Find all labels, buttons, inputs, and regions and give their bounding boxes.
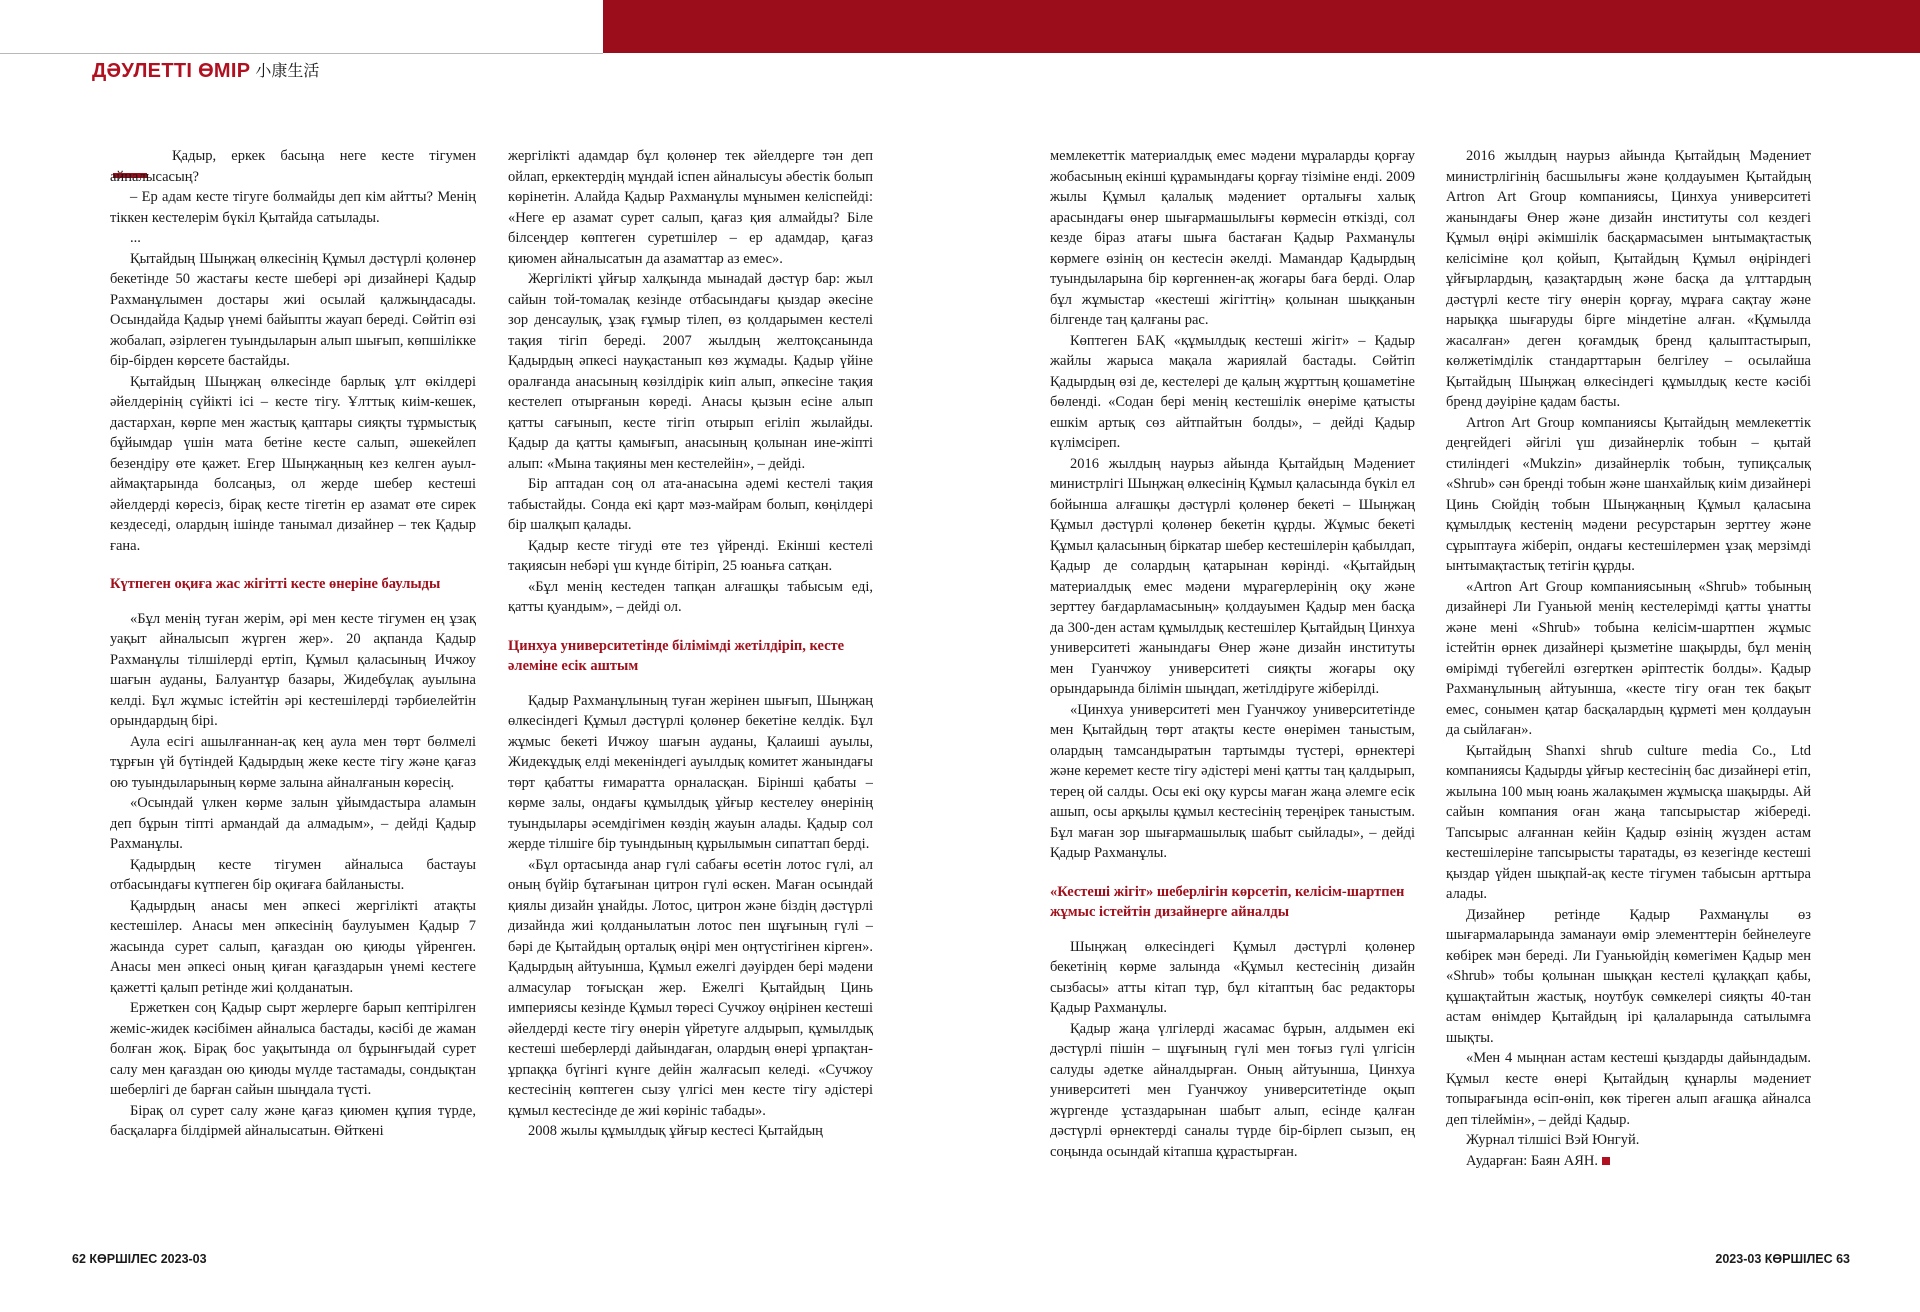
section-title-cn: 小康生活 bbox=[255, 63, 320, 80]
paragraph: Бір аптадан соң ол ата-анасына әдемі кестелі тақия табыстайды. Сонда екі қарт мәз-майрам болып, көңілдері бір шалқып қалады. bbox=[508, 476, 873, 533]
paragraph: Ержеткен соң Қадыр сырт жерлерге барып кептірілген жеміс-жидек кәсібімен айналыса бастады, кәсібі де жаман болған жоқ. Бірақ бос уақытында ол бұрынғыдай сурет салу мен қағаздан ою қиюды мүлде тастамады, сондықтан шеберлігі де барған сайын шыңдала түсті. bbox=[110, 1000, 476, 1098]
footer-page-left: 62 КӨРШІЛЕС 2023-03 bbox=[72, 1252, 207, 1266]
text-column-4 bbox=[1446, 146, 1811, 1246]
translator-text: Аударған: Баян АЯН. bbox=[1466, 1152, 1599, 1169]
paragraph: 2016 жылдың наурыз айында Қытайдың Мәдениет министрлігі Шыңжаң өлкесінің Құмыл қаласында бүкіл ел бойынша алғашқы дәстүрлі қолөнер бекеті – Шыңжаң Құмыл дәстүрлі қолөнер бекетін құрды. Жұмыс бекеті Құмыл қаласының біркатар шебер кестешілерін қабылдап, Қадыр де солардың қатарынан көрінді. «Қытайдың материалдық емес мәдени мұрагерлерінің оқу және зерттеу бағдарламасының» қолдауымен Қадыр мен басқа да 300-ден астам құмылдық кестешілер Қытайдың Цинхуа университеті жанындағы Өнер және дизайн институты мен Гуанчжоу университеті сияқты жоғары оқу орындарында білімін шыңдап, жетілдіруге жіберілді. bbox=[1050, 455, 1415, 697]
subheading: Күтпеген оқиға жас жігітті кесте өнеріне баулыды bbox=[110, 576, 441, 592]
paragraph: 2008 жылы құмылдық ұйғыр кестесі Қытайдың bbox=[528, 1123, 823, 1139]
paragraph: Қадыр кесте тігуді өте тез үйренді. Екінші кестелі тақиясын небәрі үш күнде бітіріп, 25 юаньға сатқан. bbox=[508, 537, 873, 574]
text-column-3 bbox=[1050, 146, 1415, 1246]
paragraph: ... bbox=[130, 230, 141, 246]
paragraph: Қадырдың анасы мен әпкесі жергілікті атақты кестешілер. Анасы мен әпкесінің баулуымен Қадыр 7 жасында сурет салып, қағаздан ою қиюды үйренген. Анасы мен әпкесі оның қиған қағаздарын үнемі кестеге қажетті қалып ретінде жиі қолданатын. bbox=[110, 897, 476, 996]
paragraph: 2016 жылдың наурыз айында Қытайдың Мәдениет министрлігінің басшылығы және қолдауымен Қытайдың Artron Art Group компаниясы, Цинхуа университеті жанындағы Өнер және дизайн институты сол кездегі Құмыл өңірі әкімшілік басқармасымен ынтымақтастық келісіміне қол қойып, Қытайдың Құмыл өңіріндегі ұйғырлардың, қазақтардың және басқа да ұлттардың дәстүрлі кесте тігу өнерін қорғау, мұраға сақтау және нарыққа шығаруды бірге міндетіне алған. «Құмылда жасалған» деген қоғамдық бренд қалыптастырып, көлжетімділік стандарттарын белгілеу – осылайша Қытайдың Шыңжаң өлкесіндегі құмылдық кесте кәсібі бренд дәуіріне қадам басты. bbox=[1446, 148, 1811, 410]
translator-line bbox=[1446, 1151, 1811, 1172]
section-header bbox=[92, 58, 319, 84]
end-square-icon bbox=[1602, 1157, 1610, 1165]
paragraph: Бірақ ол сурет салу және қағаз қиюмен құпия түрде, басқаларға білдірмей айналысатын. Өйткені bbox=[110, 1102, 476, 1139]
paragraph: «Бұл менің кестеден тапқан алғашқы табысым еді, қатты қуандым», – дейді ол. bbox=[508, 578, 873, 615]
paragraph: «Осындай үлкен көрме залын ұйымдастыра аламын деп бұрын тіпті армандай да алмадым», – дейді Қадыр Рахманұлы. bbox=[110, 795, 476, 852]
paragraph: Қытайдың Шыңжаң өлкесінде барлық ұлт өкілдері әйелдерінің сүйікті ісі – кесте тігу. Ұлттық киім-кешек, дастархан, көрпе мен жастық қаптары сияқты тұрмыстық бұйымдар үшін мата бетіне кесте салып, әшекейлеп безендіру өте қажет. Егер Шыңжаңның кез келген ауыл-аймақтарында болсаңыз, ол жерде шебер кестеші әйелдерді көресіз, бірақ кесте тігетін ер азамат өте сирек кездеседі, олардың ішінде танымал дизайнер – тек Қадыр ғана. bbox=[110, 373, 476, 554]
paragraph: Көптеген БАҚ «құмылдық кестеші жігіт» – Қадыр жайлы жарыса мақала жариялай бастады. Сөйтіп Қадырдың өзі де, кестелері де қалың жұрттың қошаметіне бөленді. «Содан бері менің кестешілік өнеріме қатысты ешкім артық сөз айтпайтын болды», – дейді Қадыр күлімсіреп. bbox=[1050, 332, 1415, 451]
paragraph: «Цинхуа университеті мен Гуанчжоу университетінде мен Қытайдың төрт атақты кесте өнерімен таныстым, олардың тамсандыратын тартымды түстері, өрнектері және керемет кесте тігу әдістері мені қатты таң қалдырып, терең ой салды. Осы екі оқу курсы маған жаңа әлемге есік ашып, осы арқылы құмыл кестесінің тереңірек таныстым. Бұл маған зор шығармашылық шабыт сыйлады», – дейді Қадыр Рахманұлы. bbox=[1050, 701, 1415, 861]
paragraph: Қытайдың Shanxi shrub culture media Co., Ltd компаниясы Қадырды ұйғыр кестесінің бас дизайнері етіп, жылына 100 мың юань жалақымен жұмысқа шақырды. Ай сайын компания оған жаңа тапсырыстар жібереді. Тапсырыс алғаннан кейін Қадыр өзінің жүзден астам кестешілеріне тапсырысты таратады, өз кезегінде кестеші қыздар үйден шықпай-ақ кесте тігумен табысын арттыра алады. bbox=[1446, 742, 1811, 902]
paragraph: Дизайнер ретінде Қадыр Рахманұлы өз шығармаларында заманауи өмір элементтерін бейнелеуге көбірек мән береді. Ли Гуаньюйдің көмегімен Қадыр мен «Shrub» тобы қолынан шыққан кестелі құлаққап қабы, құшақтайтын жастық, ноутбук сөмкелері сияқты 40-тан астам өнімдер Қытайдың ірі қалаларында сатылымға шықты. bbox=[1446, 906, 1811, 1046]
top-color-bar bbox=[603, 0, 1920, 53]
subheading: Цинхуа университетінде білімімді жетілдіріп, кесте әлеміне есік аштым bbox=[508, 637, 845, 674]
paragraph: – Ер адам кесте тігуге болмайды деп кім айтты? Менің тіккен кестелерім бүкіл Қытайда сатылады. bbox=[110, 189, 476, 226]
paragraph: Қадыр жаңа үлгілерді жасамас бұрын, алдымен екі дәстүрлі пішін – шұғының гүлі мен тоғыз гүлі үлгісін салуды әдетке айналдырған. Оның айтуынша, Цинхуа университеті мен Гуанчжоу университетінде оқып жүргенде ұстаздарынан шабыт алып, есінде қалған дәстүрлі өрнектерді саналы түрде бір-бірлеп сызып, ең соңында осындай кітапша құрастырған. bbox=[1050, 1020, 1415, 1160]
paragraph: Аула есігі ашылғаннан-ақ кең аула мен төрт бөлмелі тұрғын үй бүтіндей Қадырдың жеке кесте тігу және қағаз ою туындыларының көрме залына айналғанын көресің. bbox=[110, 733, 476, 791]
paragraph: мемлекеттік материалдық емес мәдени мұраларды қорғау жобасының екінші құрамындағы қорғау тізіміне енді. 2009 жылы Құмыл қалалық мәдениет орталығы халық арасындағы өнер шығармашылығы көрмесін өткізді, сол кезде біраз атағы шыға бастаған Қадыр Рахманұлы көрмеге өзінің он кестесін әкелді. Мамандар Қадырдың туындыларына бір көргеннен-ақ жоғары баға берді. Олар бұл жұмыстар «кестеші жігіттің» қолынан шыққанын білгенде таң қалғаны рас. bbox=[1050, 148, 1415, 328]
paragraph: Қадырдың кесте тігумен айналыса бастауы отбасындағы күтпеген бір оқиғаға байланысты. bbox=[110, 856, 476, 893]
header-rule bbox=[0, 53, 603, 54]
subheading: «Кестеші жігіт» шеберлігін көрсетіп, келісім-шартпен жұмыс істейтін дизайнерге айналды bbox=[1050, 883, 1405, 920]
paragraph: Жергілікті ұйғыр халқында мынадай дәстүр бар: жыл сайын той-томалақ кезінде отбасындағы қыздар әкесіне зор денсаулық, ұзақ ғұмыр тілеп, өз қолдарымен кестелі тақия тігіп береді. 2007 жылдың желтоқсанында Қадырдың әпкесі науқастанып көз жұмады. Қадыр үйіне оралғанда анасының көзілдірік киіп алып, әпкесіне тақия кестелеп отырғанын көреді. Анасы қызын есіне алып қатты сағынып, кесте тігіп отырып егіліп жылайды. Қадыр да қатты қамығып, анасының қолынан ине-жіпті алып: «Мына тақияны мен кестелейін», – дейді. bbox=[508, 271, 873, 472]
paragraph: жергілікті адамдар бұл қолөнер тек әйелдерге тән деп ойлап, еркектердің мұндай іспен айналысуы әбестік болып көрінетін. Алайда Қадыр Рахманұлы мұнымен келіспейді: «Неге ер азамат сурет салып, қағаз қия алмайды? Біле білсеңдер көптеген суретшілер – ер адамдар, қағаз қиюмен айналысатын да азаматтар аз емес». bbox=[508, 148, 873, 267]
text-column-2 bbox=[508, 146, 873, 1246]
paragraph: «Бұл менің туған жерім, әрі мен кесте тігумен ең ұзақ уақыт айналысып жүрген жер». 20 ақпанда Қадыр Рахманұлы тілшілерді ертіп, Құмыл қаласының Ичжоу шағын ауданы, Балуантұр базары, Жидебұлақ ауылына келді. Бұл жұмыс істейтін әрі кестешілерді тәрбиелейтін орындардың бірі. bbox=[110, 610, 476, 729]
paragraph: «Бұл ортасында анар гүлі сабағы өсетін лотос гүлі, ал оның бүйір бұтағынан цитрон гүлі өскен. Маған осындай қиялы дизайн ұнайды. Лотос, цитрон және біздің дәстүрлі дизайнда жиі қолданылатын лотос пен шұғының гүлі – бәрі де Қытайдың орталық өңірі мен оңтүстігінен кірген». Қадырдың айтуынша, Құмыл ежелгі дәуірден бері мәдени алмасулар тоғысқан жер. Ежелгі Қытайдың Цинь империясы кезінде Құмыл төресі Сучжоу өңірінен кестеші әйелдерді кесте тігу өнерін үйретуге алдырып, құмылдық кестеші шеберлерді дайындаған, олардың өнері ұрпақтан-ұрпаққа бүгінгі күнге дейін жалғасып келеді. «Сучжоу кестесінің көптеген сызу үлгісі мен кесте тігу әдістері құмыл кестесінде де жиі көрініс табады». bbox=[508, 856, 873, 1119]
paragraph: «Artron Art Group компаниясының «Shrub» тобының дизайнері Ли Гуаньюй менің кестелерімді қатты ұнатты және мені «Shrub» тобына келісім-шартпен жұмыс істейтін өрнек дизайнері қызметіне шақырды, бұл менің өмірімді түбегейлі өзгерткен әріптестік болды». Қадыр Рахманұлының айтуынша, «кесте тігу оған тек бақыт емес, сонымен қатар басқалардың құрметі мен қолдауын да сыйлаған». bbox=[1446, 578, 1811, 738]
author-line: Журнал тілшісі Вэй Юнгуй. bbox=[1466, 1132, 1640, 1148]
paragraph: Шыңжаң өлкесіндегі Құмыл дәстүрлі қолөнер бекетінің көрме залында «Құмыл кестесінің дизайн сызбасы» атты кітап тұр, бұл кітаптың бас редакторы Қадыр Рахманұлы. bbox=[1050, 938, 1415, 1016]
paragraph: Artron Art Group компаниясы Қытайдың мемлекеттік деңгейдегі әйгілі үш дизайнерлік тобын – қытай стиліндегі «Mukzin» дизайнерлік тобын, тупиқсалық «Shrub» сән бренді тобын және шанхайлық киім дизайнері Цинь Сюйдің тобын Шыңжаңның Құмыл қаласына құмылдық кестенің мәдени ресурстарын зерттеу және сұрыптауға жіберіп, ондағы кестешілермен ұзақ мерзімді ынтымақтастық тетігін құрды. bbox=[1446, 414, 1811, 574]
footer-page-right: 2023-03 КӨРШІЛЕС 63 bbox=[1715, 1252, 1850, 1266]
section-title-kz: ДӘУЛЕТТІ ӨМІР bbox=[92, 60, 251, 82]
paragraph: Қадыр, еркек басыңа неге кесте тігумен айналысасың? bbox=[110, 148, 476, 185]
text-column-1 bbox=[110, 146, 476, 1246]
paragraph: Қытайдың Шыңжаң өлкесінің Құмыл дәстүрлі қолөнер бекетінде 50 жастағы кесте шебері әрі дизайнері Қадыр Рахманұлымен достары жиі осылай қалжыңдасады. Осындайда Қадыр үнемі байыпты жауап береді. Сөйтіп өзі жобалап, әзірлеген туындыларын алып шығып, көпшілікке бір-бірден көрсете бастайды. bbox=[110, 250, 476, 369]
paragraph: «Мен 4 мыңнан астам кестеші қыздарды дайындадым. Құмыл кесте өнері Қытайдың құнарлы мәдениет топырағында өсіп-өніп, көк тіреген алып ағашқа айналса деп тілеймін», – дейді Қадыр. bbox=[1446, 1050, 1811, 1128]
paragraph: Қадыр Рахманұлының туған жерінен шығып, Шыңжаң өлкесіндегі Құмыл дәстүрлі қолөнер бекетіне келдік. Бұл жұмыс бекеті Ичжоу шағын ауданы, Қалаиші ауылы, Жидекұдық елді мекеніндегі ауылдық комитет жанындағы төрт қабатты ғимаратта орналасқан. Бірінші қабаты – көрме залы, ондағы құмылдық ұйғыр кестелеу өнерінің туындылары әсемдігімен көздің жауын алады. Қадыр сол жерде тілшіге бір туындының құрылымын сипаттап берді. bbox=[508, 692, 873, 852]
